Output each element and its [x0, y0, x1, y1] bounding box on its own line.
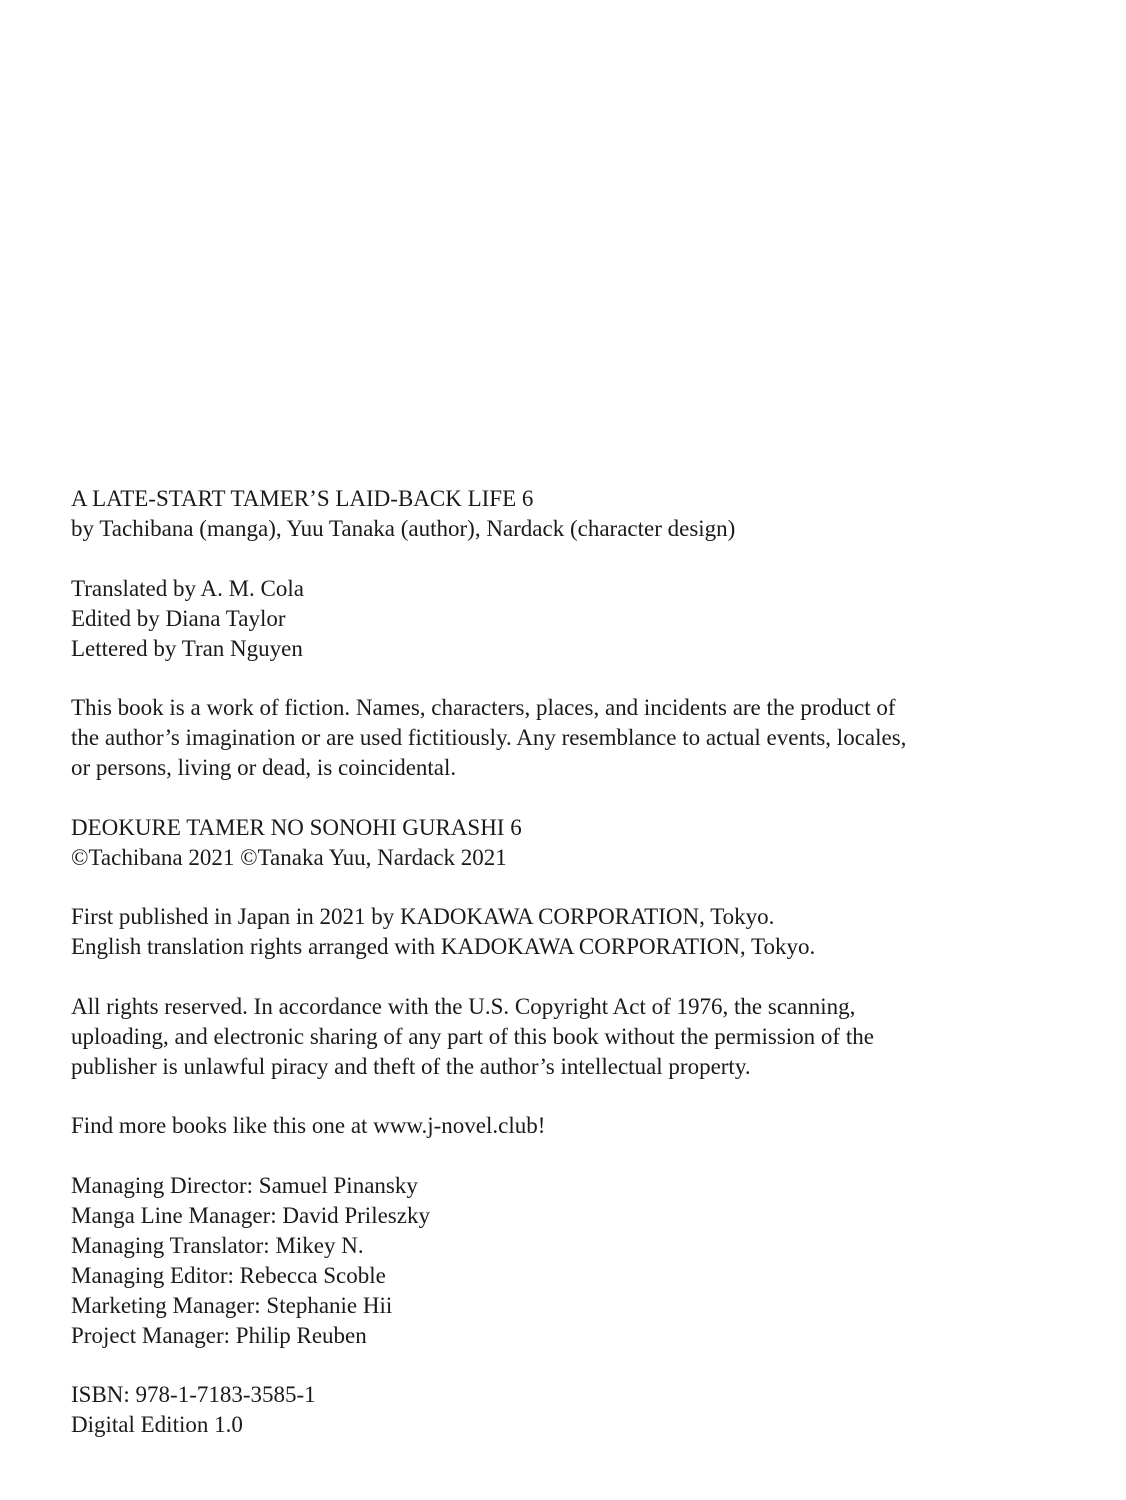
text-line: ©Tachibana 2021 ©Tanaka Yuu, Nardack 2021	[71, 844, 507, 870]
publication-block	[71, 902, 1071, 962]
text-line: uploading, and electronic sharing of any part of this book without the permission of the	[71, 1023, 874, 1049]
text-line: or persons, living or dead, is coincidental.	[71, 755, 457, 780]
text-line: DEOKURE TAMER NO SONOHI GURASHI 6	[71, 814, 522, 840]
isbn-block	[71, 1380, 1071, 1440]
text-line: Managing Editor: Rebecca Scoble	[71, 1262, 386, 1288]
text-line: Manga Line Manager: David Prileszky	[71, 1202, 430, 1228]
text-line: ISBN: 978-1-7183-3585-1	[71, 1382, 316, 1407]
text-line: A LATE-START TAMER’S LAID-BACK LIFE 6	[71, 486, 534, 511]
fiction-disclaimer-block	[71, 693, 1071, 783]
text-line: English translation rights arranged with KADOKAWA CORPORATION, Tokyo.	[71, 934, 816, 959]
text-line: All rights reserved. In accordance with the U.S. Copyright Act of 1976, the scanning,	[71, 993, 856, 1019]
text-line: Project Manager: Philip Reuben	[71, 1322, 367, 1348]
text-line: the author’s imagination or are used fictitiously. Any resemblance to actual events, locales,	[71, 725, 907, 750]
staff-block	[71, 1171, 1071, 1351]
original-title-block	[71, 813, 1071, 873]
text-line: Edited by Diana Taylor	[71, 605, 286, 631]
rights-block	[71, 992, 1071, 1082]
text-line: Find more books like this one at www.j-novel.club!	[71, 1113, 546, 1138]
copyright-text	[71, 484, 1071, 1440]
text-line: Marketing Manager: Stephanie Hii	[71, 1292, 393, 1318]
text-line: Managing Director: Samuel Pinansky	[71, 1172, 418, 1198]
text-line: Digital Edition 1.0	[71, 1412, 243, 1437]
website-block	[71, 1111, 1071, 1141]
text-line: Managing Translator: Mikey N.	[71, 1232, 364, 1258]
text-line: First published in Japan in 2021 by KADOKAWA CORPORATION, Tokyo.	[71, 904, 775, 929]
text-line: by Tachibana (manga), Yuu Tanaka (author), Nardack (character design)	[71, 516, 736, 541]
text-line: publisher is unlawful piracy and theft of the author’s intellectual property.	[71, 1053, 751, 1079]
credits-block	[71, 574, 1071, 664]
text-line: Translated by A. M. Cola	[71, 575, 304, 601]
text-line: This book is a work of fiction. Names, characters, places, and incidents are the product of	[71, 695, 896, 720]
text-line: Lettered by Tran Nguyen	[71, 635, 303, 661]
title-block	[71, 484, 1071, 544]
